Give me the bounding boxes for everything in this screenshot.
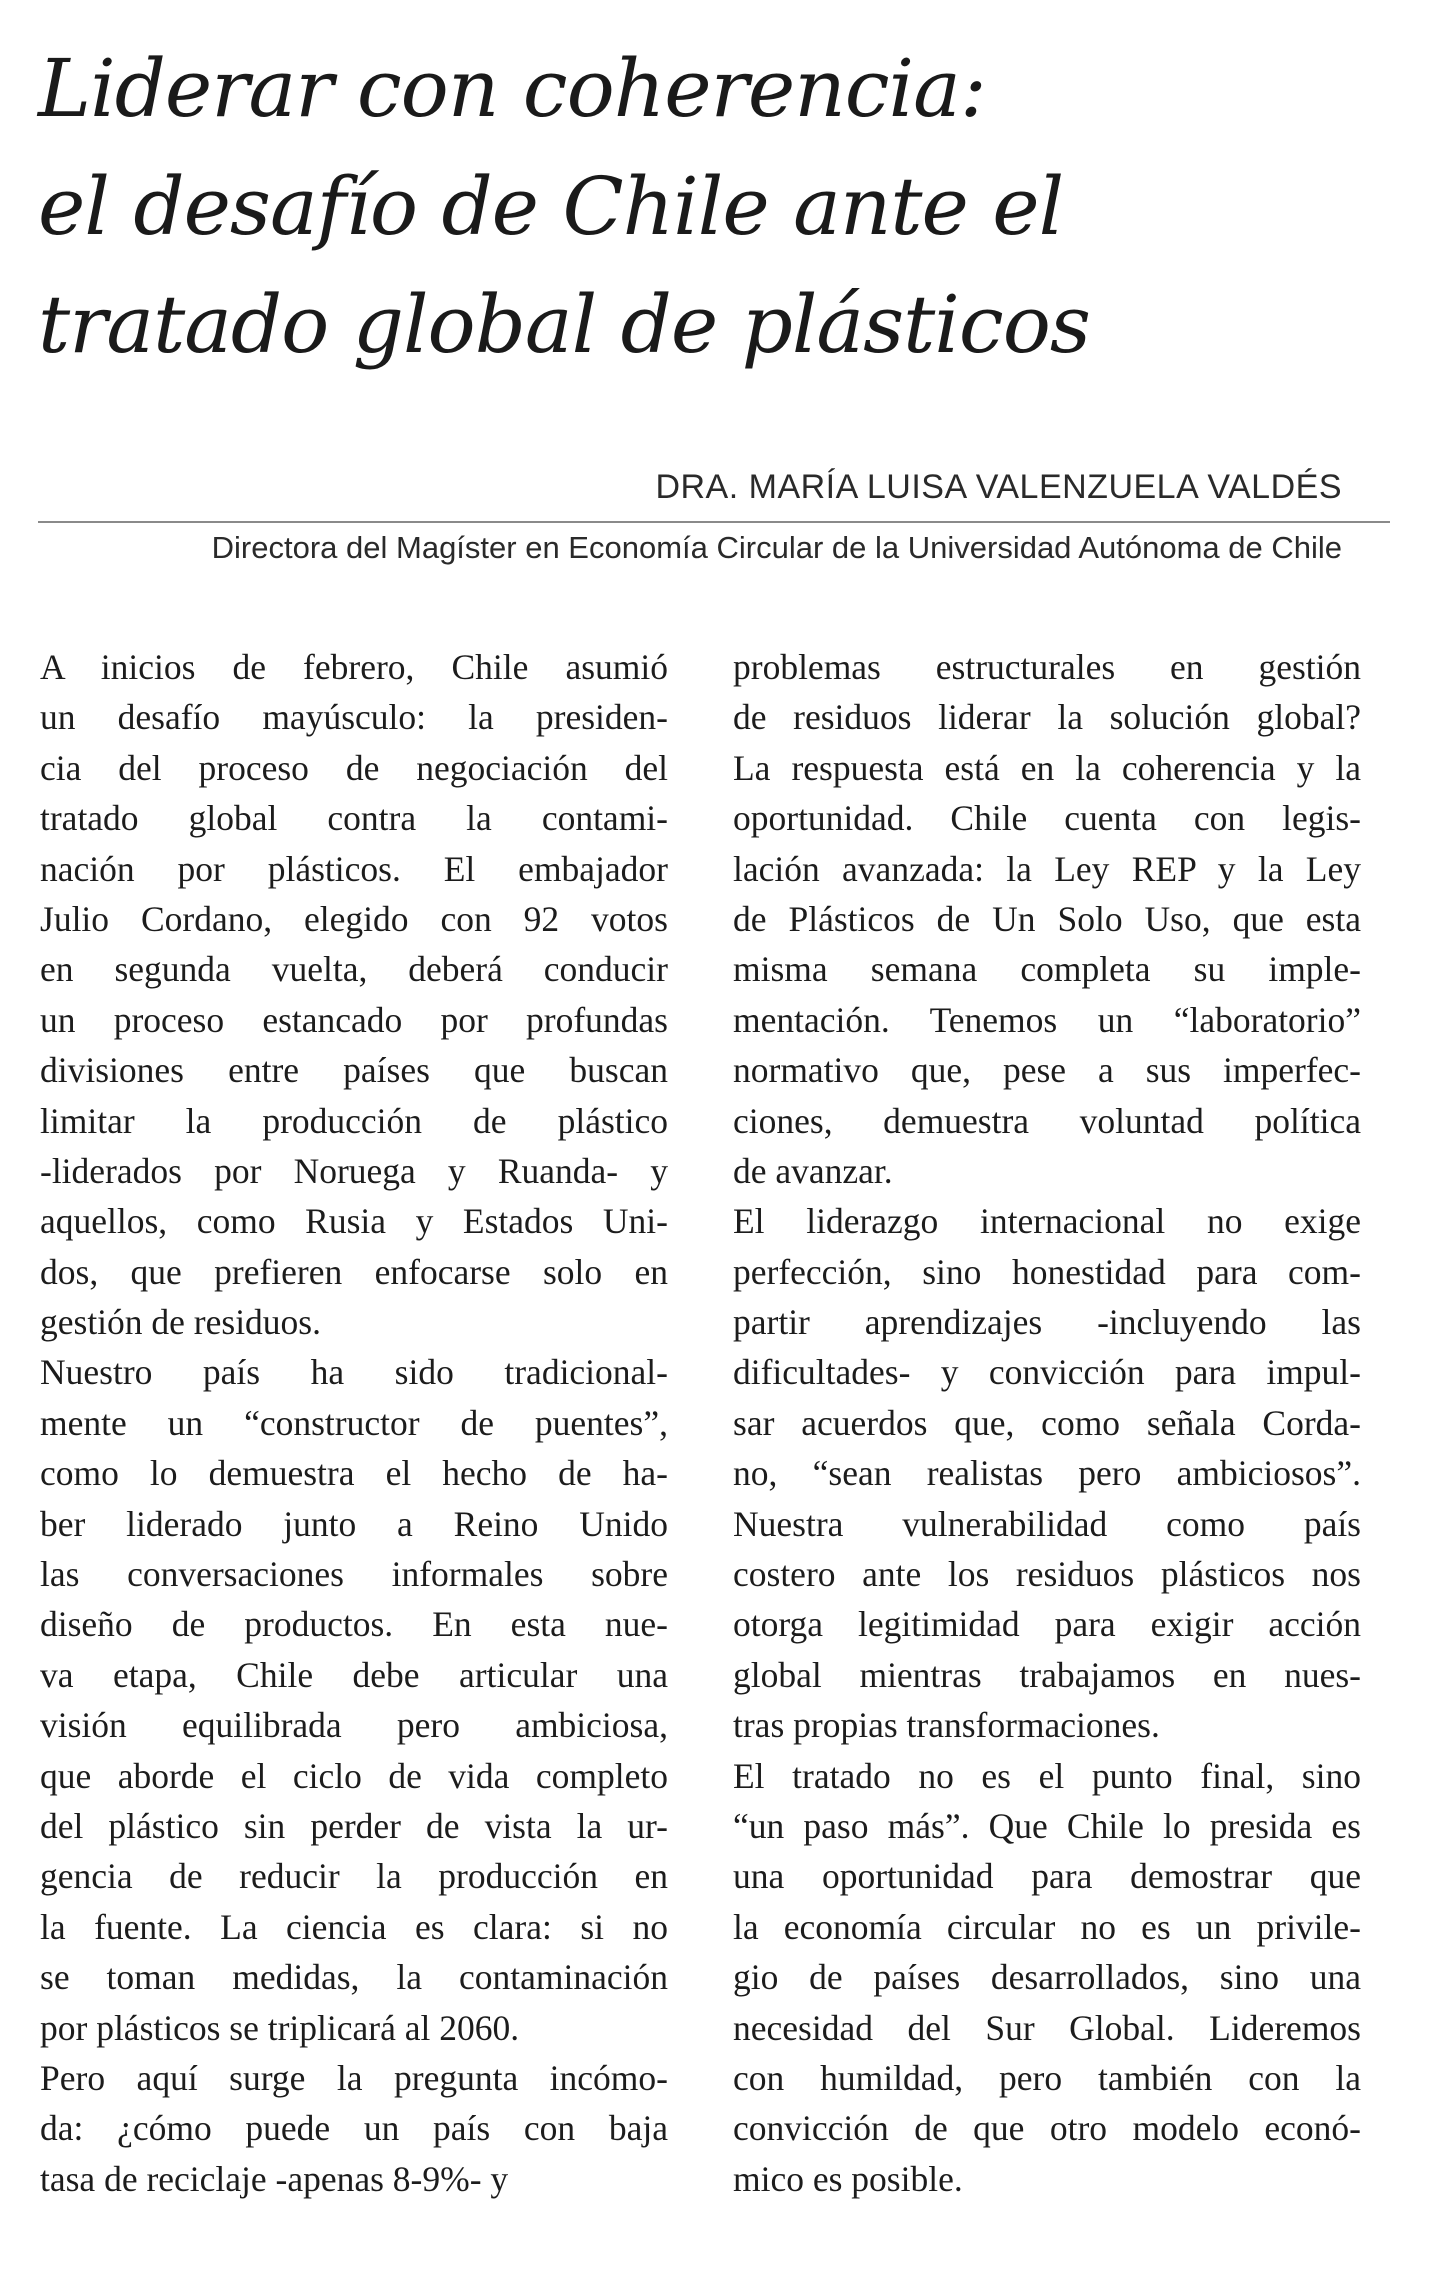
text-line: de Plásticos de Un Solo Uso, que esta: [733, 898, 1361, 939]
text-line: dos, que prefieren enfocarse solo en: [40, 1251, 668, 1292]
text-line: Nuestro país ha sido tradicional-: [40, 1352, 668, 1393]
headline: [38, 30, 1338, 384]
text-line: gestión de residuos.: [40, 1302, 322, 1343]
text-line: en segunda vuelta, deberá conducir: [40, 949, 668, 990]
article-column-right: [733, 642, 1361, 2204]
text-line: Pero aquí surge la pregunta incómo-: [40, 2057, 668, 2098]
text-line: no, “sean realistas pero ambiciosos”.: [733, 1453, 1361, 1494]
text-line: costero ante los residuos plásticos nos: [733, 1554, 1361, 1595]
text-line: va etapa, Chile debe articular una: [40, 1654, 668, 1695]
author-affiliation: Directora del Magíster en Economía Circular de la Universidad Autónoma de Chile: [211, 530, 1342, 565]
text-line: normativo que, pese a sus imperfec-: [733, 1050, 1361, 1091]
text-line: diseño de productos. En esta nue-: [40, 1604, 668, 1645]
text-line: mico es posible.: [733, 2158, 963, 2199]
text-line: aquellos, como Rusia y Estados Uni-: [40, 1201, 668, 1242]
text-line: gencia de reducir la producción en: [40, 1856, 668, 1897]
text-line: ciones, demuestra voluntad política: [733, 1100, 1361, 1141]
paragraph: [733, 1196, 1361, 1750]
text-line: de residuos liderar la solución global?: [733, 697, 1361, 738]
paragraph: [40, 1347, 668, 2052]
text-line: que aborde el ciclo de vida completo: [40, 1755, 668, 1796]
text-line: sar acuerdos que, como señala Corda-: [733, 1402, 1361, 1443]
text-line: tasa de reciclaje -apenas 8-9%- y: [40, 2158, 509, 2199]
text-line: Nuestra vulnerabilidad como país: [733, 1503, 1361, 1544]
text-line: mente un “constructor de puentes”,: [40, 1402, 668, 1443]
text-line: problemas estructurales en gestión: [733, 647, 1361, 687]
text-line: “un paso más”. Que Chile lo presida es: [733, 1805, 1361, 1846]
text-line: la fuente. La ciencia es clara: si no: [40, 1906, 668, 1947]
text-line: global mientras trabajamos en nues-: [733, 1654, 1361, 1695]
text-line: visión equilibrada pero ambiciosa,: [40, 1705, 668, 1746]
text-line: tras propias transformaciones.: [733, 1705, 1160, 1746]
article-column-left: [40, 642, 668, 2204]
headline-line: el desafío de Chile ante el: [38, 160, 1064, 253]
text-line: La respuesta está en la coherencia y la: [733, 747, 1361, 788]
paragraph: [40, 642, 668, 1347]
paragraph: [40, 2053, 668, 2204]
text-line: un proceso estancado por profundas: [40, 999, 668, 1040]
author-name: DRA. MARÍA LUISA VALENZUELA VALDÉS: [655, 468, 1342, 506]
text-line: partir aprendizajes -incluyendo las: [733, 1302, 1361, 1343]
paragraph: [733, 642, 1361, 1196]
text-line: como lo demuestra el hecho de ha-: [40, 1453, 668, 1494]
text-line: perfección, sino honestidad para com-: [733, 1251, 1361, 1292]
text-line: da: ¿cómo puede un país con baja: [40, 2108, 668, 2149]
text-line: El tratado no es el punto final, sino: [733, 1755, 1361, 1796]
text-line: necesidad del Sur Global. Lideremos: [733, 2007, 1361, 2048]
text-line: Julio Cordano, elegido con 92 votos: [40, 898, 668, 939]
text-line: mentación. Tenemos un “laboratorio”: [733, 999, 1361, 1040]
text-line: tratado global contra la contami-: [40, 798, 668, 839]
text-line: la economía circular no es un privile-: [733, 1906, 1361, 1947]
text-line: gio de países desarrollados, sino una: [733, 1957, 1361, 1998]
text-line: misma semana completa su imple-: [733, 949, 1361, 990]
byline-divider: [38, 521, 1390, 523]
headline-line: tratado global de plásticos: [38, 278, 1090, 371]
headline-line: Liderar con coherencia:: [38, 42, 986, 135]
text-line: cia del proceso de negociación del: [40, 747, 668, 788]
text-line: de avanzar.: [733, 1150, 893, 1191]
text-line: convicción de que otro modelo econó-: [733, 2108, 1361, 2149]
text-line: otorga legitimidad para exigir acción: [733, 1604, 1361, 1645]
text-line: nación por plásticos. El embajador: [40, 848, 668, 889]
text-line: oportunidad. Chile cuenta con legis-: [733, 798, 1361, 839]
text-line: se toman medidas, la contaminación: [40, 1957, 668, 1998]
text-line: un desafío mayúsculo: la presiden-: [40, 697, 668, 738]
text-line: por plásticos se triplicará al 2060.: [40, 2007, 520, 2048]
text-line: dificultades- y convicción para impul-: [733, 1352, 1361, 1393]
text-line: con humildad, pero también con la: [733, 2057, 1361, 2098]
text-line: lación avanzada: la Ley REP y la Ley: [733, 848, 1361, 889]
text-line: El liderazgo internacional no exige: [733, 1201, 1361, 1242]
paragraph: [733, 1751, 1361, 2205]
text-line: A inicios de febrero, Chile asumió: [40, 647, 668, 687]
text-line: divisiones entre países que buscan: [40, 1050, 668, 1091]
text-line: del plástico sin perder de vista la ur-: [40, 1805, 668, 1846]
text-line: -liderados por Noruega y Ruanda- y: [40, 1150, 668, 1191]
text-line: las conversaciones informales sobre: [40, 1554, 668, 1595]
text-line: ber liderado junto a Reino Unido: [40, 1503, 668, 1544]
text-line: limitar la producción de plástico: [40, 1100, 668, 1141]
text-line: una oportunidad para demostrar que: [733, 1856, 1361, 1897]
